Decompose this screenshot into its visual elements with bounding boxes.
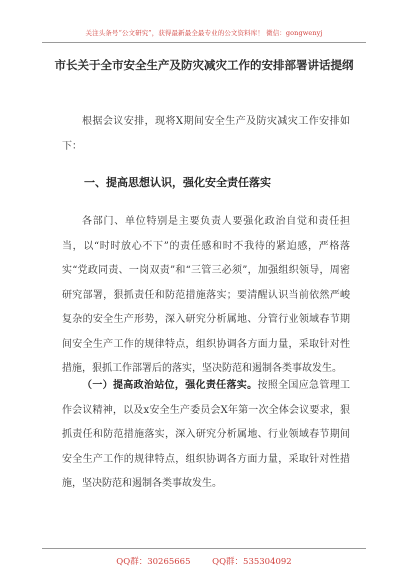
intro-paragraph: 根据会议安排，现将X期间安全生产及防灾减灾工作安排如下：: [62, 116, 350, 152]
document-title: 市长关于全市安全生产及防灾减灾工作的安排部署讲话提纲: [54, 58, 354, 72]
footer-qq-groups: QQ群：30265665 QQ群：535304092: [116, 557, 292, 567]
subsection-paragraph: [62, 374, 350, 497]
section-heading: 一、提高思想认识，强化安全责任落实: [84, 176, 271, 189]
page-header: [42, 6, 366, 43]
subsection-heading: （一）提高政治站位，强化责任落实。: [82, 380, 258, 391]
header-promo-text: 关注头条号“公文研究”，获得最新最全最专业的公文资料库！ 微信：gongwenyj: [85, 29, 323, 37]
section-body-paragraph: 各部门、单位特别是主要负责人要强化政治自觉和责任担当，以“时时放心不下”的责任感和时不我待的紧迫感，严格落实“党政同责、一岗双责”和“三管三必须”，加强组织领导，周密研究部署，狠抓责任和防范措施落实；要清醒认识当前依然严峻复杂的安全生产形势，深入研究分析属地、分管行业领域春节期间安全生产工作的规律特点，组织协调各方面力量，采取针对性措施，狠抓工作部署后的落实，坚决防范和遏制各类事故发生。: [62, 216, 350, 374]
subsection-body: 按照全国应急管理工作会议精神，以及x安全生产委员会X年第一次全体会议要求，狠抓责任和防范措施落实，深入研究分析属地、行业领域春节期间安全生产工作的规律特点，组织协调各方面力量，采取针对性措施，坚决防范和遏制各类事故发生。: [62, 380, 351, 489]
page-footer: [42, 548, 366, 565]
